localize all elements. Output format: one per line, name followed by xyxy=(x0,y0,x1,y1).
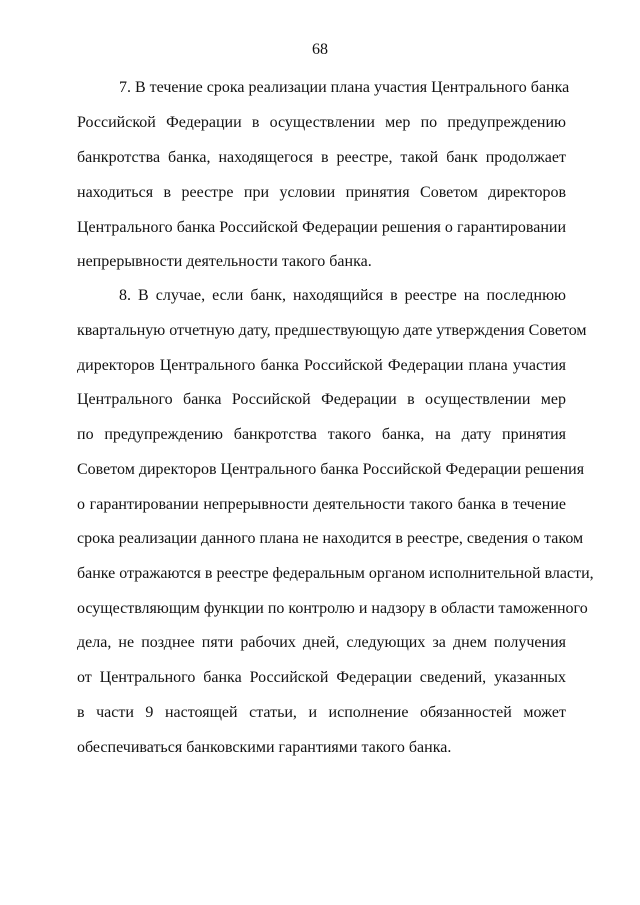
paragraph-7-line-3: банкротства банка, находящегося в реестре, такой банк продолжает xyxy=(77,149,566,166)
paragraph-8-line-8: срока реализации данного плана не находится в реестре, сведения о таком xyxy=(77,530,584,547)
paragraph-8-line-14: обеспечиваться банковскими гарантиями такого банка. xyxy=(77,739,452,756)
paragraph-8-line-1: 8. В случае, если банк, находящийся в реестре на последнюю xyxy=(119,287,566,304)
page-number: 68 xyxy=(312,41,328,58)
paragraph-8-line-5: по предупреждению банкротства такого банка, на дату принятия xyxy=(77,426,566,443)
paragraph-7-line-4: находиться в реестре при условии принятия Советом директоров xyxy=(77,184,566,201)
paragraph-8-line-4: Центрального банка Российской Федерации в осуществлении мер xyxy=(77,391,566,408)
paragraph-8-line-9: банке отражаются в реестре федеральным органом исполнительной власти, xyxy=(77,565,594,582)
paragraph-7-line-1: 7. В течение срока реализации плана участия Центрального банка xyxy=(119,79,570,96)
paragraph-7-line-6: непрерывности деятельности такого банка. xyxy=(77,253,372,270)
paragraph-8-line-10: осуществляющим функции по контролю и надзору в области таможенного xyxy=(77,600,588,617)
paragraph-7-line-2: Российской Федерации в осуществлении мер по предупреждению xyxy=(77,114,566,131)
paragraph-8-line-3: директоров Центрального банка Российской Федерации плана участия xyxy=(77,357,566,374)
paragraph-7-line-5: Центрального банка Российской Федерации решения о гарантировании xyxy=(77,219,566,236)
paragraph-8-line-6: Советом директоров Центрального банка Российской Федерации решения xyxy=(77,461,585,478)
paragraph-8-line-13: в части 9 настоящей статьи, и исполнение обязанностей может xyxy=(77,704,566,721)
paragraph-8-line-2: квартальную отчетную дату, предшествующую дате утверждения Советом xyxy=(77,322,587,339)
paragraph-8-line-12: от Центрального банка Российской Федерации сведений, указанных xyxy=(77,669,566,686)
paragraph-8-line-7: о гарантировании непрерывности деятельности такого банка в течение xyxy=(77,496,566,513)
paragraph-8-line-11: дела, не позднее пяти рабочих дней, следующих за днем получения xyxy=(77,634,566,651)
